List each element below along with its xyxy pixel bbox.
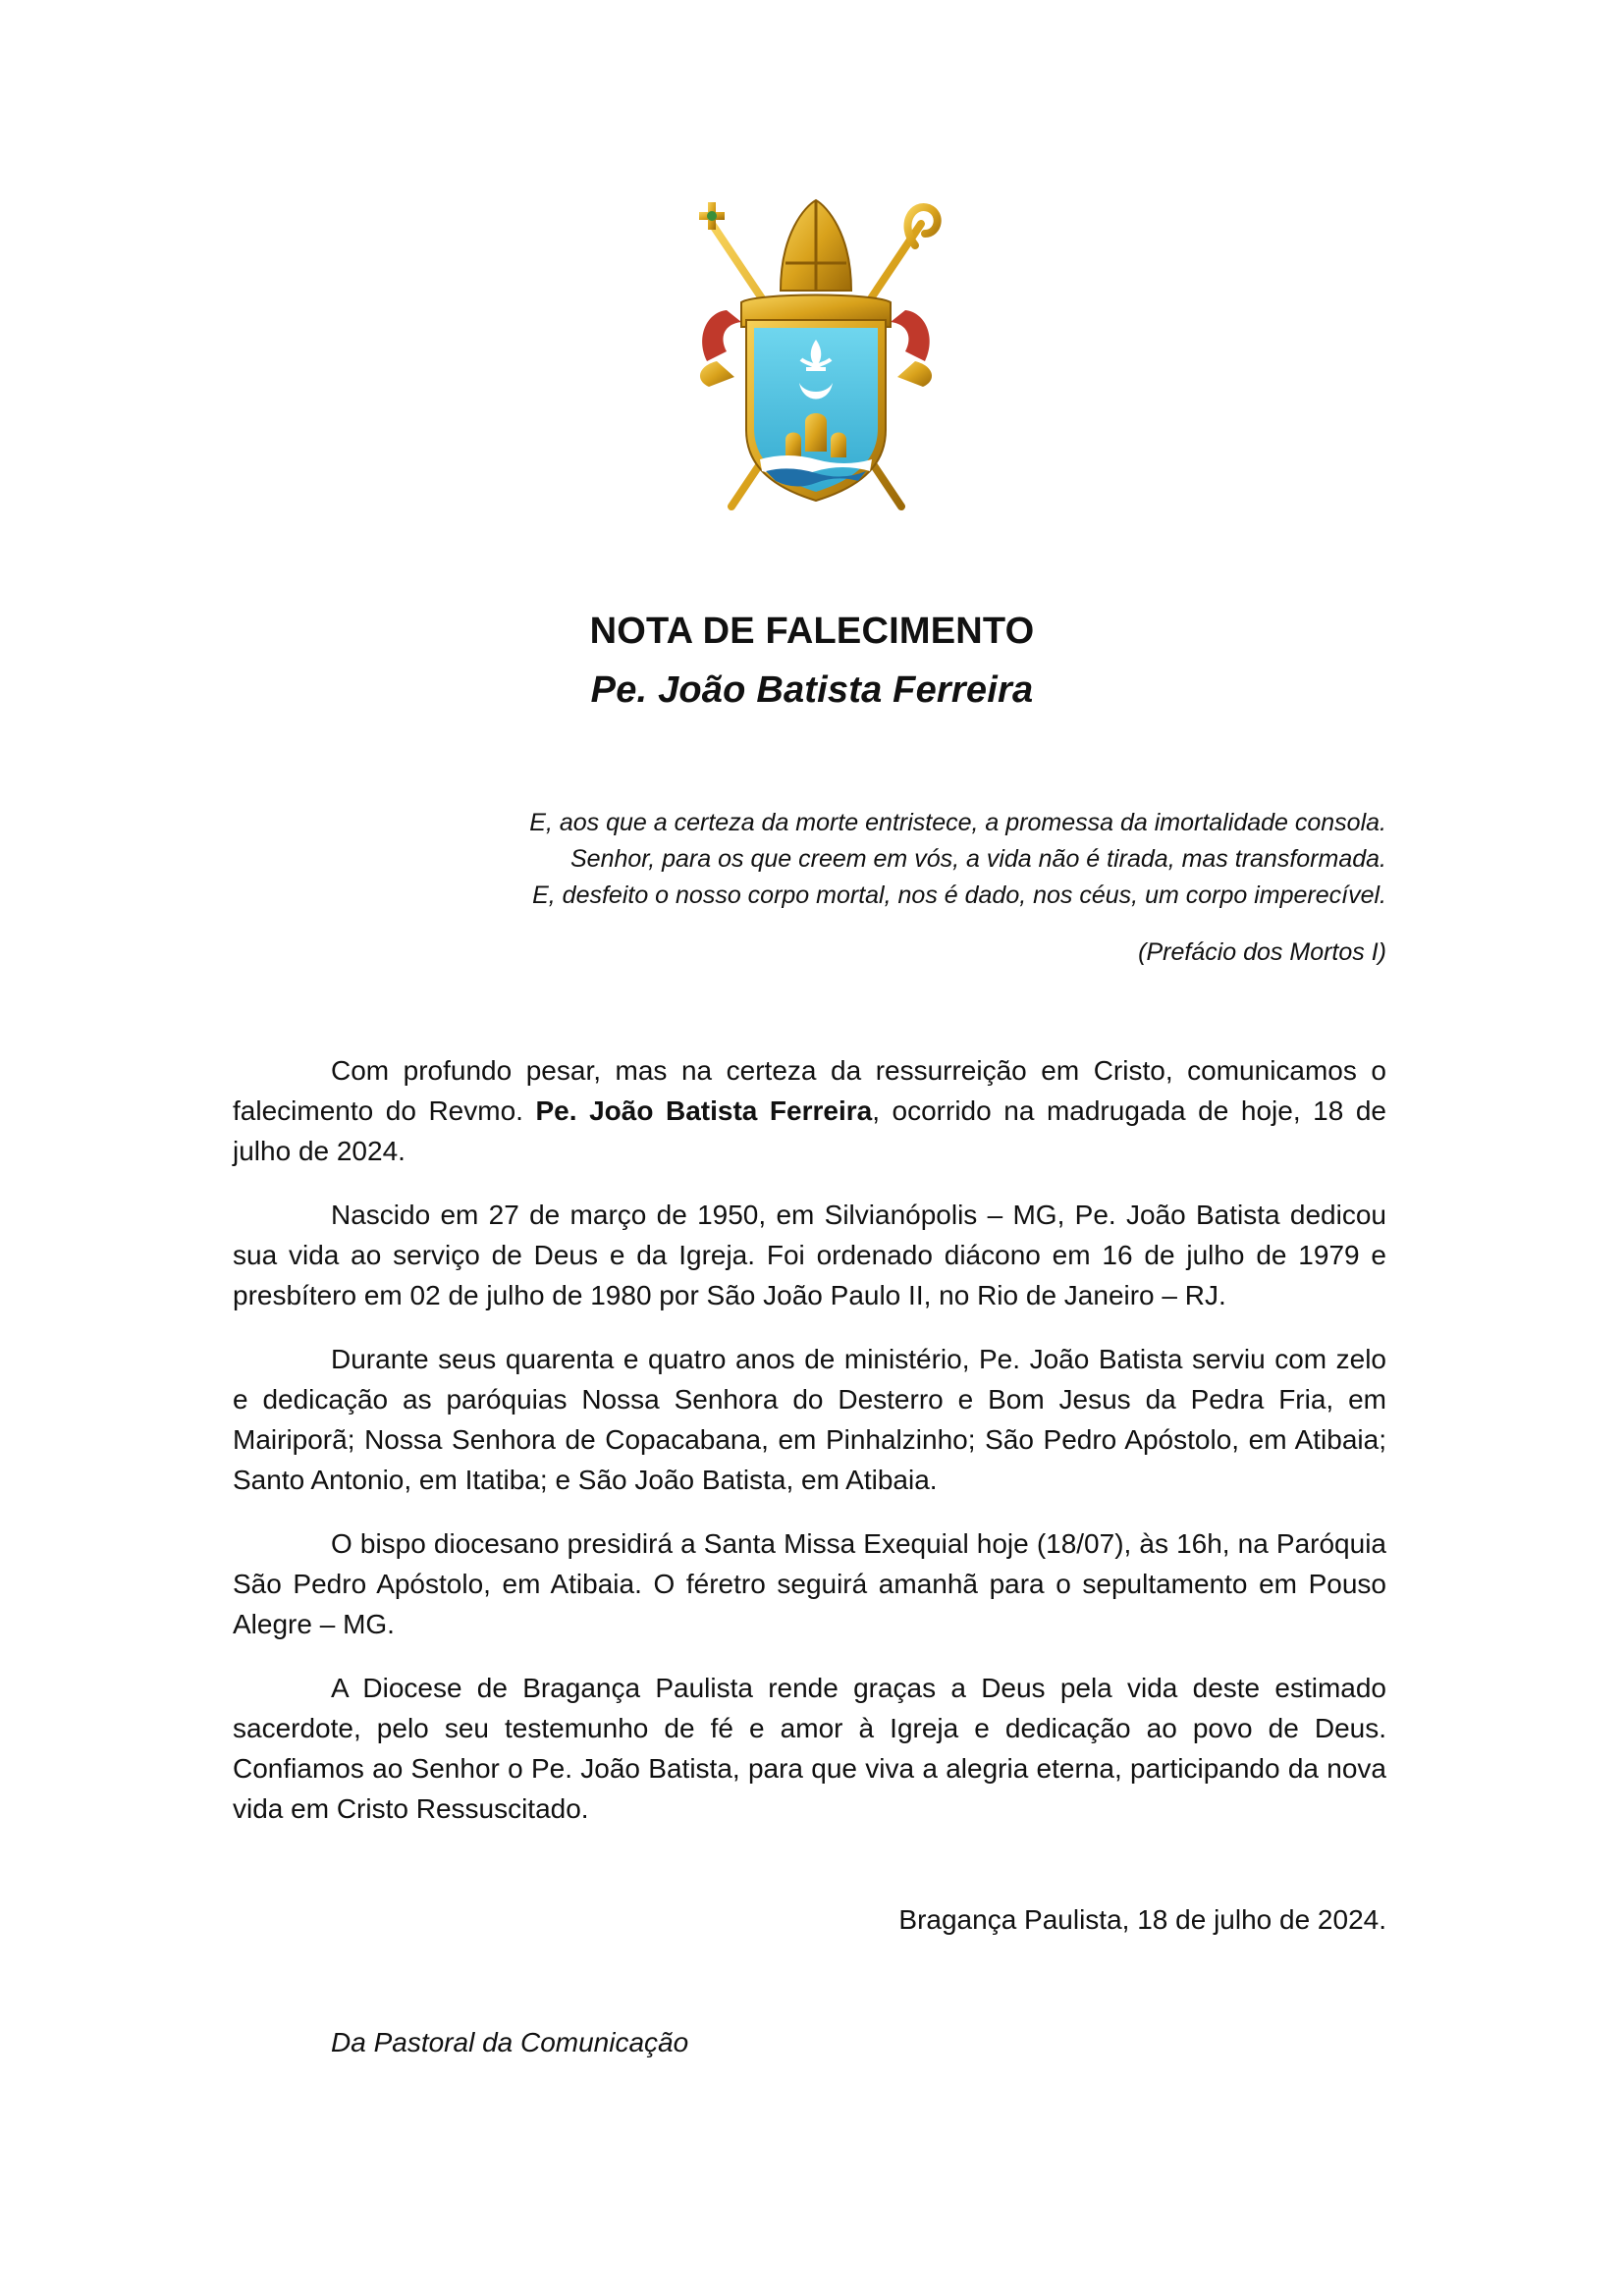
body-text (233, 1050, 1386, 1852)
paragraph-text: , ocorrido na madrugada de hoje, 18 de julho de 2024. (233, 1095, 1387, 1166)
paragraph-announcement (233, 1050, 1386, 1171)
deceased-name: Pe. João Batista Ferreira (535, 1095, 873, 1126)
paragraph-funeral: O bispo diocesano presidirá a Santa Missa Exequial hoje (18/07), às 16h, na Paróquia São Pedro Apóstolo, em Atibaia. O féretro seguirá amanhã para o sepultamento em Pouso Alegre – MG. (233, 1528, 1386, 1639)
epigraph-line: E, aos que a certeza da morte entristece, a promessa da imortalidade consola. (529, 809, 1386, 836)
paragraph-biography: Nascido em 27 de março de 1950, em Silvianópolis – MG, Pe. João Batista dedicou sua vida ao serviço de Deus e da Igreja. Foi ordenado diácono em 16 de julho de 1979 e presbítero em 02 de julho de 1980 por São João Paulo II, no Rio de Janeiro – RJ. (233, 1200, 1386, 1310)
epigraph-line: E, desfeito o nosso corpo mortal, nos é dado, nos céus, um corpo imperecível. (532, 881, 1386, 909)
signature: Da Pastoral da Comunicação (331, 2027, 689, 2057)
document-subtitle: Pe. João Batista Ferreira (590, 669, 1034, 711)
place-date: Bragança Paulista, 18 de julho de 2024. (898, 1904, 1386, 1935)
epigraph (405, 805, 1386, 914)
epigraph-line: Senhor, para os que creem em vós, a vida não é tirada, mas transformada. (570, 845, 1386, 873)
document-title: NOTA DE FALECIMENTO (589, 611, 1035, 652)
paragraph-text: Com profundo pesar, mas na certeza da ressurreição em Cristo, comunicamos o falecimento do Revmo. (233, 1055, 1386, 1126)
diocesan-coat-of-arms-icon (687, 194, 945, 520)
epigraph-citation: (Prefácio dos Mortos I) (1138, 938, 1386, 966)
paragraph-ministry: Durante seus quarenta e quatro anos de ministério, Pe. João Batista serviu com zelo e dedicação as paróquias Nossa Senhora do Desterro e Bom Jesus da Pedra Fria, em Mairiporã; Nossa Senhora de Copacabana, em Pinhalzinho; São Pedro Apóstolo, em Atibaia; Santo Antonio, em Itatiba; e São João Batista, em Atibaia. (233, 1344, 1386, 1495)
paragraph-thanks: A Diocese de Bragança Paulista rende graças a Deus pela vida deste estimado sacerdote, pelo seu testemunho de fé e amor à Igreja e dedicação ao povo de Deus. Confiamos ao Senhor o Pe. João Batista, para que viva a alegria eterna, participando da nova vida em Cristo Ressuscitado. (233, 1673, 1386, 1824)
